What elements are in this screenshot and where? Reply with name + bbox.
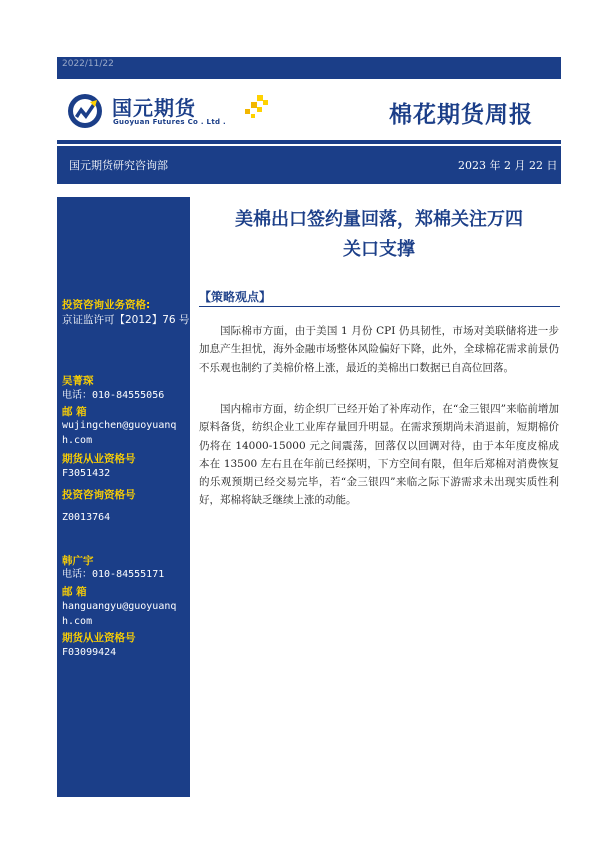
header-divider: [57, 140, 561, 144]
logo-chinese-name: 国元期货: [112, 96, 196, 120]
futures-license-label: 期货从业资格号: [62, 453, 136, 465]
report-date: 2023 年 2 月 22 日: [458, 159, 558, 172]
analyst-phone: 电话：010-84555171: [62, 569, 165, 580]
article-title: [198, 205, 560, 265]
futures-license-value: F03099424: [62, 647, 117, 658]
qualification-value: 京证监许可【2012】76 号: [62, 314, 190, 326]
article-title-line1: 美棉出口签约量回落，郑棉关注万四: [235, 209, 523, 230]
company-logo-icon: [66, 92, 104, 130]
article-title-line2: 关口支撑: [343, 239, 415, 260]
body-paragraph: 国内棉市方面，纺企织厂已经开始了补库动作，在“金三银四”来临前增加原料备货，纺织企业工业库存量回升明显。在需求预期尚未消退前，短期棉价仍将在 14000-15000 元之间震荡，回落仅以回调对待，由于本年度皮棉成本在 13500 左右且在年前已经探明，下方空间有限，但年后郑棉对消费恢复的乐观预期已经交易完毕，若“金三银四”来临之际下游需求未出现实质性利好，郑棉将缺乏继续上涨的动能。: [199, 403, 559, 507]
analyst-phone: 电话：010-84555056: [62, 390, 165, 401]
qualification-label: 投资咨询业务资格:: [62, 299, 151, 311]
body-paragraph: 国际棉市方面，由于美国 1 月份 CPI 仍具韧性，市场对美联储将进一步加息产生担忧，海外金融市场整体风险偏好下降，此外，全球棉花需求前景仍不乐观也制约了美棉价格上涨，最近的美棉出口数据已自高位回落。: [199, 325, 559, 374]
consult-license-label: 投资咨询资格号: [62, 489, 136, 501]
analyst-email-line1: wujingchen@guoyuanq: [62, 420, 177, 431]
analyst-email-line1: hanguangyu@guoyuanq: [62, 601, 177, 612]
analyst-name: 韩广宇: [62, 555, 94, 567]
analyst-name: 吴菁琛: [62, 375, 94, 387]
section-divider: [199, 306, 560, 307]
consult-license-value: Z0013764: [62, 512, 111, 523]
analyst-email-line2: h.com: [62, 435, 93, 446]
report-title: 棉花期货周报: [389, 102, 533, 128]
top-date: 2022/11/22: [62, 59, 114, 69]
top-bar: [57, 57, 561, 79]
email-label: 邮 箱: [62, 406, 87, 418]
futures-license-value: F3051432: [62, 468, 111, 479]
logo-dots-icon: [243, 95, 269, 121]
email-label: 邮 箱: [62, 586, 87, 598]
section-heading: 【策略观点】: [199, 290, 272, 304]
department-name: 国元期货研究咨询部: [69, 159, 168, 172]
futures-license-label: 期货从业资格号: [62, 632, 136, 644]
analyst-email-line2: h.com: [62, 616, 93, 627]
logo-english-name: Guoyuan Futures Co . Ltd .: [113, 118, 226, 126]
